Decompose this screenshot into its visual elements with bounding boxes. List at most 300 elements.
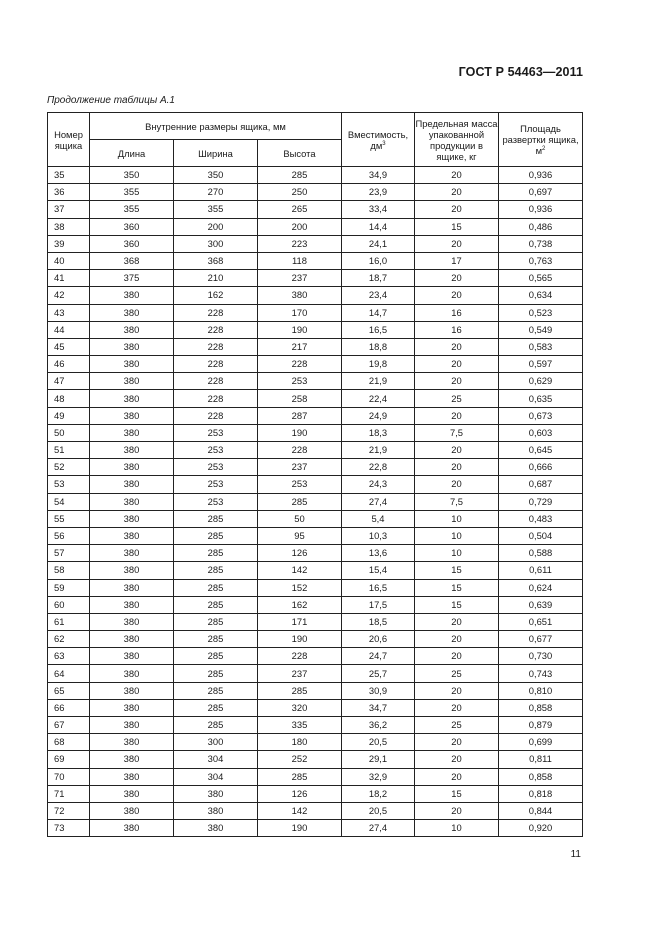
table-row	[48, 321, 583, 338]
cell-area: 0,858	[499, 699, 583, 716]
cell-height: 250	[258, 184, 342, 201]
cell-length: 380	[90, 802, 174, 819]
table-row	[48, 631, 583, 648]
cell-number: 61	[48, 613, 90, 630]
cell-width: 304	[174, 768, 258, 785]
cell-length: 355	[90, 201, 174, 218]
cell-width: 285	[174, 717, 258, 734]
cell-max-mass: 25	[415, 390, 499, 407]
cell-width: 228	[174, 373, 258, 390]
table-row	[48, 235, 583, 252]
cell-width: 285	[174, 545, 258, 562]
table-row	[48, 270, 583, 287]
cell-max-mass: 20	[415, 338, 499, 355]
header-area-exponent: 2	[542, 146, 546, 152]
cell-number: 67	[48, 717, 90, 734]
cell-number: 73	[48, 820, 90, 837]
cell-max-mass: 10	[415, 820, 499, 837]
cell-max-mass: 25	[415, 717, 499, 734]
cell-length: 380	[90, 734, 174, 751]
cell-number: 62	[48, 631, 90, 648]
cell-length: 380	[90, 682, 174, 699]
cell-max-mass: 7,5	[415, 424, 499, 441]
cell-length: 380	[90, 407, 174, 424]
cell-length: 380	[90, 751, 174, 768]
cell-height: 142	[258, 802, 342, 819]
cell-capacity: 27,4	[342, 820, 415, 837]
cell-area: 0,677	[499, 631, 583, 648]
cell-length: 375	[90, 270, 174, 287]
cell-height: 237	[258, 270, 342, 287]
cell-capacity: 23,9	[342, 184, 415, 201]
header-internal-dimensions: Внутренние размеры ящика, мм	[90, 113, 342, 140]
table-row	[48, 407, 583, 424]
page-number: 11	[570, 849, 581, 860]
cell-width: 300	[174, 235, 258, 252]
cell-number: 38	[48, 218, 90, 235]
cell-area: 0,936	[499, 201, 583, 218]
cell-capacity: 24,3	[342, 476, 415, 493]
cell-capacity: 19,8	[342, 356, 415, 373]
cell-width: 228	[174, 356, 258, 373]
table-row	[48, 304, 583, 321]
cell-width: 285	[174, 665, 258, 682]
cell-capacity: 34,7	[342, 699, 415, 716]
table-row	[48, 699, 583, 716]
cell-height: 237	[258, 459, 342, 476]
box-dimensions-table	[47, 112, 583, 837]
cell-width: 253	[174, 424, 258, 441]
cell-area: 0,588	[499, 545, 583, 562]
cell-length: 380	[90, 356, 174, 373]
table-row	[48, 424, 583, 441]
cell-length: 380	[90, 373, 174, 390]
cell-max-mass: 15	[415, 579, 499, 596]
cell-max-mass: 20	[415, 768, 499, 785]
cell-max-mass: 25	[415, 665, 499, 682]
cell-height: 258	[258, 390, 342, 407]
table-row	[48, 356, 583, 373]
cell-max-mass: 10	[415, 510, 499, 527]
cell-capacity: 25,7	[342, 665, 415, 682]
table-row	[48, 459, 583, 476]
cell-max-mass: 17	[415, 252, 499, 269]
cell-max-mass: 20	[415, 442, 499, 459]
table-row	[48, 545, 583, 562]
cell-number: 45	[48, 338, 90, 355]
cell-length: 380	[90, 562, 174, 579]
cell-max-mass: 15	[415, 785, 499, 802]
cell-capacity: 29,1	[342, 751, 415, 768]
cell-area: 0,936	[499, 167, 583, 184]
header-capacity-exponent: 3	[382, 140, 386, 147]
cell-width: 285	[174, 562, 258, 579]
cell-width: 253	[174, 442, 258, 459]
cell-max-mass: 20	[415, 459, 499, 476]
cell-area: 0,699	[499, 734, 583, 751]
cell-max-mass: 7,5	[415, 493, 499, 510]
cell-number: 47	[48, 373, 90, 390]
cell-width: 162	[174, 287, 258, 304]
cell-area: 0,844	[499, 802, 583, 819]
table-row	[48, 751, 583, 768]
table-row	[48, 820, 583, 837]
cell-area: 0,639	[499, 596, 583, 613]
table-row	[48, 476, 583, 493]
cell-area: 0,483	[499, 510, 583, 527]
cell-max-mass: 20	[415, 476, 499, 493]
cell-number: 46	[48, 356, 90, 373]
table-row	[48, 613, 583, 630]
cell-width: 350	[174, 167, 258, 184]
cell-number: 51	[48, 442, 90, 459]
cell-capacity: 13,6	[342, 545, 415, 562]
cell-width: 380	[174, 785, 258, 802]
table-row	[48, 218, 583, 235]
cell-area: 0,920	[499, 820, 583, 837]
cell-area: 0,611	[499, 562, 583, 579]
cell-length: 380	[90, 579, 174, 596]
cell-number: 72	[48, 802, 90, 819]
cell-area: 0,738	[499, 235, 583, 252]
cell-length: 380	[90, 510, 174, 527]
cell-capacity: 18,7	[342, 270, 415, 287]
cell-number: 65	[48, 682, 90, 699]
cell-max-mass: 10	[415, 527, 499, 544]
cell-width: 228	[174, 390, 258, 407]
cell-area: 0,603	[499, 424, 583, 441]
cell-max-mass: 20	[415, 373, 499, 390]
cell-area: 0,565	[499, 270, 583, 287]
cell-capacity: 14,4	[342, 218, 415, 235]
cell-number: 68	[48, 734, 90, 751]
table-row	[48, 373, 583, 390]
cell-capacity: 24,7	[342, 648, 415, 665]
cell-length: 380	[90, 442, 174, 459]
cell-number: 56	[48, 527, 90, 544]
table-row	[48, 682, 583, 699]
cell-number: 37	[48, 201, 90, 218]
cell-length: 380	[90, 596, 174, 613]
cell-height: 200	[258, 218, 342, 235]
cell-area: 0,729	[499, 493, 583, 510]
cell-height: 190	[258, 321, 342, 338]
cell-area: 0,624	[499, 579, 583, 596]
cell-width: 304	[174, 751, 258, 768]
cell-height: 285	[258, 493, 342, 510]
cell-capacity: 21,9	[342, 373, 415, 390]
cell-height: 152	[258, 579, 342, 596]
cell-max-mass: 20	[415, 751, 499, 768]
cell-capacity: 36,2	[342, 717, 415, 734]
cell-max-mass: 10	[415, 545, 499, 562]
cell-max-mass: 20	[415, 407, 499, 424]
cell-length: 380	[90, 493, 174, 510]
cell-area: 0,687	[499, 476, 583, 493]
cell-width: 285	[174, 682, 258, 699]
cell-number: 60	[48, 596, 90, 613]
cell-height: 95	[258, 527, 342, 544]
cell-length: 368	[90, 252, 174, 269]
cell-height: 223	[258, 235, 342, 252]
cell-capacity: 22,8	[342, 459, 415, 476]
cell-area: 0,810	[499, 682, 583, 699]
cell-max-mass: 20	[415, 201, 499, 218]
cell-height: 170	[258, 304, 342, 321]
cell-max-mass: 20	[415, 613, 499, 630]
table-row	[48, 493, 583, 510]
cell-height: 190	[258, 820, 342, 837]
header-length: Длина	[90, 140, 174, 167]
cell-width: 285	[174, 596, 258, 613]
table-row	[48, 252, 583, 269]
cell-capacity: 30,9	[342, 682, 415, 699]
cell-capacity: 16,0	[342, 252, 415, 269]
table-row	[48, 510, 583, 527]
cell-height: 380	[258, 287, 342, 304]
header-capacity-label: Вместимость, дм	[347, 128, 409, 151]
cell-number: 66	[48, 699, 90, 716]
cell-capacity: 20,6	[342, 631, 415, 648]
cell-number: 71	[48, 785, 90, 802]
cell-length: 380	[90, 287, 174, 304]
cell-max-mass: 15	[415, 562, 499, 579]
cell-length: 350	[90, 167, 174, 184]
cell-area: 0,811	[499, 751, 583, 768]
cell-length: 380	[90, 321, 174, 338]
cell-width: 285	[174, 648, 258, 665]
cell-area: 0,858	[499, 768, 583, 785]
table-row	[48, 287, 583, 304]
table-row	[48, 768, 583, 785]
cell-length: 380	[90, 631, 174, 648]
cell-area: 0,549	[499, 321, 583, 338]
cell-capacity: 17,5	[342, 596, 415, 613]
cell-width: 253	[174, 493, 258, 510]
cell-area: 0,504	[499, 527, 583, 544]
cell-height: 287	[258, 407, 342, 424]
cell-height: 285	[258, 167, 342, 184]
cell-capacity: 20,5	[342, 802, 415, 819]
cell-length: 380	[90, 768, 174, 785]
cell-number: 63	[48, 648, 90, 665]
cell-max-mass: 20	[415, 682, 499, 699]
table-row	[48, 596, 583, 613]
cell-width: 380	[174, 802, 258, 819]
cell-area: 0,697	[499, 184, 583, 201]
cell-width: 210	[174, 270, 258, 287]
cell-number: 39	[48, 235, 90, 252]
cell-length: 355	[90, 184, 174, 201]
cell-number: 43	[48, 304, 90, 321]
cell-area: 0,651	[499, 613, 583, 630]
cell-width: 368	[174, 252, 258, 269]
cell-max-mass: 15	[415, 596, 499, 613]
cell-length: 380	[90, 527, 174, 544]
cell-area: 0,583	[499, 338, 583, 355]
cell-max-mass: 20	[415, 270, 499, 287]
cell-length: 380	[90, 613, 174, 630]
cell-height: 126	[258, 785, 342, 802]
cell-number: 58	[48, 562, 90, 579]
cell-height: 252	[258, 751, 342, 768]
table-row	[48, 648, 583, 665]
table-row	[48, 717, 583, 734]
cell-number: 44	[48, 321, 90, 338]
header-number: Номер ящика	[48, 113, 90, 167]
cell-max-mass: 20	[415, 184, 499, 201]
cell-number: 64	[48, 665, 90, 682]
cell-length: 380	[90, 665, 174, 682]
cell-number: 42	[48, 287, 90, 304]
cell-max-mass: 20	[415, 802, 499, 819]
cell-number: 52	[48, 459, 90, 476]
header-width: Ширина	[174, 140, 258, 167]
cell-area: 0,486	[499, 218, 583, 235]
cell-capacity: 24,1	[342, 235, 415, 252]
cell-length: 380	[90, 390, 174, 407]
cell-area: 0,666	[499, 459, 583, 476]
table-row	[48, 785, 583, 802]
cell-area: 0,673	[499, 407, 583, 424]
header-height: Высота	[258, 140, 342, 167]
cell-length: 380	[90, 304, 174, 321]
cell-capacity: 33,4	[342, 201, 415, 218]
cell-number: 48	[48, 390, 90, 407]
cell-number: 41	[48, 270, 90, 287]
cell-length: 380	[90, 424, 174, 441]
cell-area: 0,879	[499, 717, 583, 734]
table-row	[48, 390, 583, 407]
cell-height: 118	[258, 252, 342, 269]
cell-length: 380	[90, 820, 174, 837]
cell-width: 285	[174, 699, 258, 716]
cell-width: 228	[174, 338, 258, 355]
document-standard-number: ГОСТ Р 54463—2011	[458, 65, 583, 79]
cell-height: 285	[258, 682, 342, 699]
table-row	[48, 562, 583, 579]
cell-width: 285	[174, 631, 258, 648]
cell-width: 355	[174, 201, 258, 218]
cell-number: 50	[48, 424, 90, 441]
cell-number: 59	[48, 579, 90, 596]
cell-capacity: 20,5	[342, 734, 415, 751]
cell-height: 237	[258, 665, 342, 682]
cell-height: 171	[258, 613, 342, 630]
cell-width: 200	[174, 218, 258, 235]
cell-height: 285	[258, 768, 342, 785]
cell-width: 380	[174, 820, 258, 837]
cell-max-mass: 20	[415, 287, 499, 304]
cell-length: 380	[90, 717, 174, 734]
cell-length: 360	[90, 235, 174, 252]
cell-width: 285	[174, 527, 258, 544]
cell-max-mass: 20	[415, 167, 499, 184]
cell-area: 0,730	[499, 648, 583, 665]
cell-width: 253	[174, 459, 258, 476]
cell-max-mass: 20	[415, 235, 499, 252]
table-row	[48, 665, 583, 682]
header-area	[499, 113, 583, 167]
cell-capacity: 18,8	[342, 338, 415, 355]
cell-capacity: 15,4	[342, 562, 415, 579]
cell-width: 285	[174, 613, 258, 630]
cell-height: 217	[258, 338, 342, 355]
cell-capacity: 5,4	[342, 510, 415, 527]
table-caption: Продолжение таблицы А.1	[47, 95, 175, 106]
cell-width: 300	[174, 734, 258, 751]
cell-length: 380	[90, 459, 174, 476]
cell-number: 49	[48, 407, 90, 424]
cell-length: 360	[90, 218, 174, 235]
cell-number: 55	[48, 510, 90, 527]
table-row	[48, 167, 583, 184]
cell-length: 380	[90, 545, 174, 562]
cell-max-mass: 20	[415, 631, 499, 648]
header-area-label: Площадь развертки ящика, м	[502, 123, 579, 156]
cell-area: 0,597	[499, 356, 583, 373]
cell-height: 126	[258, 545, 342, 562]
cell-max-mass: 20	[415, 356, 499, 373]
table-row	[48, 734, 583, 751]
cell-number: 40	[48, 252, 90, 269]
cell-capacity: 18,5	[342, 613, 415, 630]
table-row	[48, 338, 583, 355]
cell-number: 70	[48, 768, 90, 785]
cell-capacity: 23,4	[342, 287, 415, 304]
table-row	[48, 184, 583, 201]
cell-capacity: 22,4	[342, 390, 415, 407]
cell-width: 228	[174, 304, 258, 321]
cell-height: 180	[258, 734, 342, 751]
cell-width: 285	[174, 579, 258, 596]
cell-capacity: 16,5	[342, 579, 415, 596]
cell-area: 0,818	[499, 785, 583, 802]
header-max-mass: Предельная масса упакованной продукции в ящике, кг	[415, 113, 499, 167]
table-row	[48, 579, 583, 596]
table-row	[48, 201, 583, 218]
cell-height: 228	[258, 648, 342, 665]
cell-length: 380	[90, 785, 174, 802]
table-body	[48, 167, 583, 837]
cell-number: 53	[48, 476, 90, 493]
cell-number: 54	[48, 493, 90, 510]
cell-number: 57	[48, 545, 90, 562]
cell-length: 380	[90, 699, 174, 716]
cell-height: 253	[258, 476, 342, 493]
cell-max-mass: 20	[415, 734, 499, 751]
cell-height: 50	[258, 510, 342, 527]
cell-capacity: 32,9	[342, 768, 415, 785]
cell-number: 35	[48, 167, 90, 184]
cell-capacity: 16,5	[342, 321, 415, 338]
cell-max-mass: 16	[415, 304, 499, 321]
cell-capacity: 18,3	[342, 424, 415, 441]
cell-length: 380	[90, 476, 174, 493]
header-capacity	[342, 113, 415, 167]
table-row	[48, 802, 583, 819]
cell-area: 0,523	[499, 304, 583, 321]
cell-area: 0,635	[499, 390, 583, 407]
cell-max-mass: 20	[415, 648, 499, 665]
cell-height: 228	[258, 356, 342, 373]
cell-width: 253	[174, 476, 258, 493]
table-row	[48, 442, 583, 459]
cell-max-mass: 16	[415, 321, 499, 338]
cell-length: 380	[90, 648, 174, 665]
cell-area: 0,645	[499, 442, 583, 459]
cell-height: 190	[258, 424, 342, 441]
